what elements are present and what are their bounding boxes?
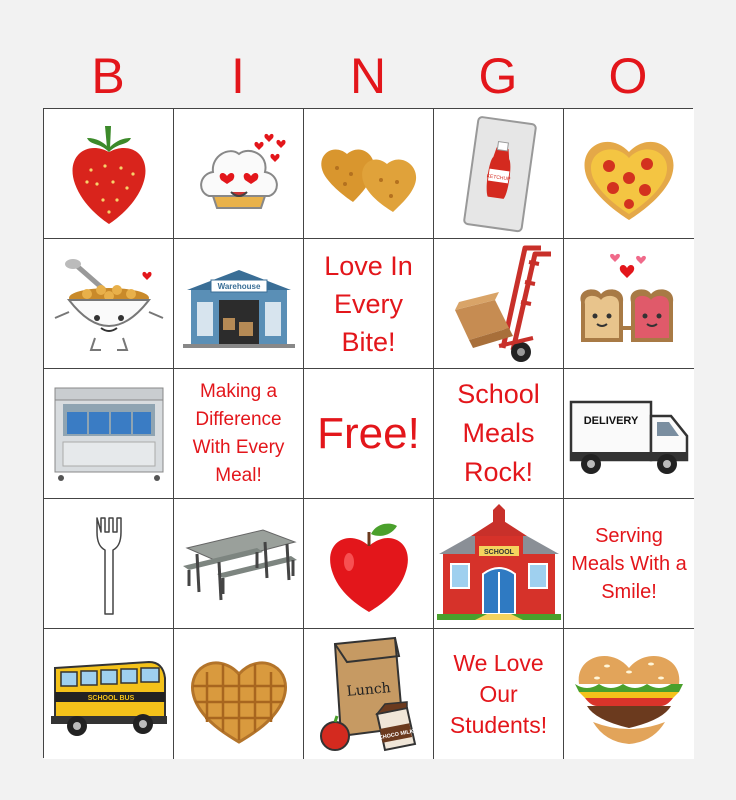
header-letter-i: I bbox=[231, 48, 245, 104]
milk-cooler-icon bbox=[47, 372, 171, 496]
cell-cream-cone[interactable] bbox=[174, 109, 304, 239]
cell-school-bus[interactable] bbox=[44, 629, 174, 759]
cell-cafeteria-table[interactable] bbox=[174, 499, 304, 629]
cereal-bowl-icon bbox=[47, 242, 171, 366]
lunch-bag-icon bbox=[307, 632, 431, 756]
ketchup-label: KETCHUP bbox=[485, 172, 511, 183]
delivery-truck-icon bbox=[567, 372, 691, 496]
cell-text: We Love Our Students! bbox=[449, 649, 548, 738]
header-letter-o: O bbox=[608, 48, 648, 104]
schoolhouse-icon bbox=[437, 502, 561, 626]
heart-waffle-icon bbox=[177, 632, 301, 756]
school-bus-icon bbox=[47, 632, 171, 756]
cell-cereal-bowl[interactable] bbox=[44, 239, 174, 369]
cell-schoolhouse[interactable] bbox=[434, 499, 564, 629]
cafeteria-table-icon bbox=[177, 502, 301, 626]
strawberry-icon bbox=[47, 112, 171, 236]
cell-ketchup-packet[interactable] bbox=[434, 109, 564, 239]
cell-milk-cooler[interactable] bbox=[44, 369, 174, 499]
love-cream-character-icon bbox=[177, 112, 301, 236]
cell-warehouse[interactable] bbox=[174, 239, 304, 369]
cell-love-in-every-bite[interactable] bbox=[304, 239, 434, 369]
cell-text: Making a Difference With Every Meal! bbox=[192, 380, 285, 486]
cell-serving-meals[interactable] bbox=[564, 499, 694, 629]
header-letter-b: B bbox=[91, 48, 125, 104]
cell-heart-pizza[interactable] bbox=[564, 109, 694, 239]
cell-we-love-our-students[interactable] bbox=[434, 629, 564, 759]
cell-delivery-truck[interactable] bbox=[564, 369, 694, 499]
free-space-text: Free! bbox=[317, 408, 420, 458]
cell-toast-friends[interactable] bbox=[564, 239, 694, 369]
apple-icon bbox=[307, 502, 431, 626]
ketchup-packet-icon bbox=[437, 112, 561, 236]
hand-truck-icon bbox=[437, 242, 561, 366]
cell-text: Serving Meals With a Smile! bbox=[571, 524, 687, 603]
truck-label: DELIVERY bbox=[583, 414, 639, 427]
toast-and-jam-icon bbox=[567, 242, 691, 366]
cell-heart-nuggets[interactable] bbox=[304, 109, 434, 239]
heart-burger-icon bbox=[567, 632, 691, 756]
bus-label: SCHOOL BUS bbox=[87, 695, 134, 702]
bingo-header bbox=[43, 44, 693, 108]
cell-making-a-difference[interactable] bbox=[174, 369, 304, 499]
cell-heart-burger[interactable] bbox=[564, 629, 694, 759]
cell-spork[interactable] bbox=[44, 499, 174, 629]
heart-pizza-icon bbox=[567, 112, 691, 236]
milk-label: CHOCO MILK bbox=[377, 728, 414, 742]
cell-text: Love In Every Bite! bbox=[324, 250, 413, 357]
header-letter-g: G bbox=[478, 48, 518, 104]
cell-lunch-bag[interactable] bbox=[304, 629, 434, 759]
chicken-nugget-icon bbox=[307, 112, 431, 236]
cell-strawberry[interactable] bbox=[44, 109, 174, 239]
cell-hand-truck[interactable] bbox=[434, 239, 564, 369]
cell-text: School Meals Rock! bbox=[457, 379, 540, 487]
lunch-label: Lunch bbox=[345, 680, 391, 700]
cell-school-meals-rock[interactable] bbox=[434, 369, 564, 499]
cell-heart-waffle[interactable] bbox=[174, 629, 304, 759]
warehouse-sign: Warehouse bbox=[217, 281, 260, 291]
warehouse-icon bbox=[177, 242, 301, 366]
school-sign: SCHOOL bbox=[483, 548, 514, 556]
header-letter-n: N bbox=[349, 48, 387, 104]
cell-apple[interactable] bbox=[304, 499, 434, 629]
spork-icon bbox=[47, 502, 171, 626]
bingo-board bbox=[43, 108, 693, 758]
cell-free-space[interactable] bbox=[304, 369, 434, 499]
